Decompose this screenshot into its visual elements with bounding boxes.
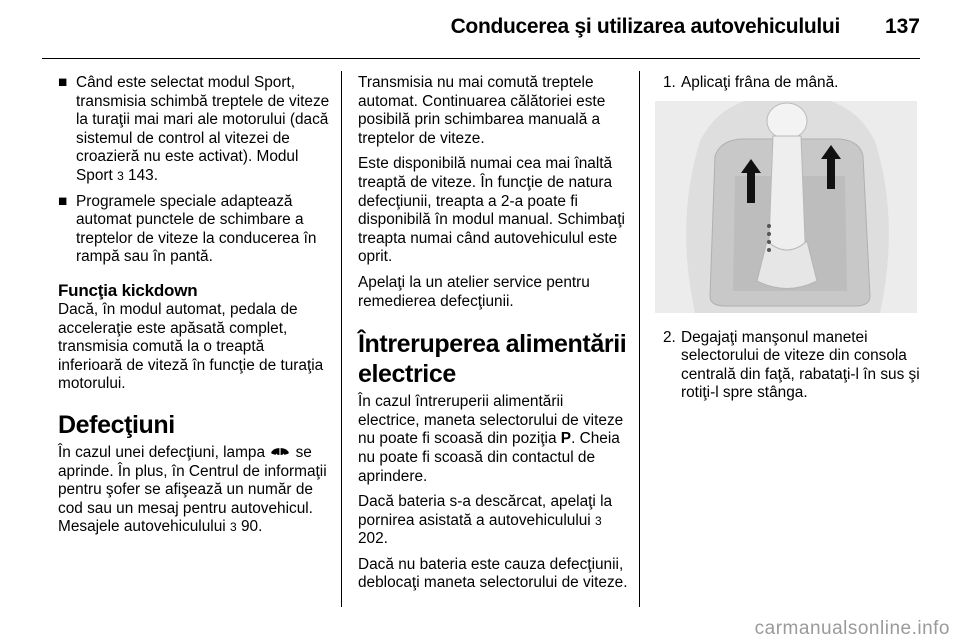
transmission-fault-lamp-icon [269, 445, 291, 459]
bullet-text: Programele speciale adaptează automat punctele de schimbare a treptelor de viteze la conducerea în rampă sau în pantă. [76, 192, 317, 266]
page-header-title: Conducerea şi utilizarea autovehiculului [450, 15, 840, 38]
paragraph: Dacă bateria s-a descărcat, apelaţi la pornirea asistată a autovehiculului 3 202. [358, 493, 613, 548]
page-number: 137 [884, 15, 920, 38]
bullet-mark: ■ [58, 192, 68, 210]
section-heading-faults: Defecţiuni [58, 410, 175, 439]
bullet-text: Când este selectat modul Sport, transmisia schimbă treptele de viteze la turaţii mai mari ale motorului (dacă sistemul de control al vitezei de croazieră nu este activat). Modul Sport [76, 74, 330, 184]
bullet-mark: ■ [58, 74, 68, 91]
page-reference: 202. [358, 530, 388, 548]
column-divider-2 [639, 71, 640, 607]
cross-reference-arrow-icon: 3 [595, 513, 602, 528]
step-text: Aplicaţi frâna de mână. [681, 74, 839, 91]
section-heading-power-interruption: Întreruperea alimentării electrice [358, 330, 627, 389]
page-reference: 143. [128, 166, 159, 184]
paragraph: Dacă nu bateria este cauza defecţiunii, deblocaţi maneta selectorului de viteze. [358, 555, 628, 592]
cross-reference-arrow-icon: 3 [229, 520, 237, 535]
numbered-step [663, 329, 927, 403]
paragraph: Apelaţi la un atelier service pentru remedierea defecţiunii. [358, 273, 590, 310]
header-rule [42, 58, 920, 59]
kickdown-paragraph: Dacă, în modul automat, pedala de acceleraţie este apăsată complet, transmisia comută la o treaptă inferioară de viteză în funcţie de turaţia motorului. [58, 300, 324, 393]
column-3 [663, 74, 927, 410]
column-2 [358, 74, 628, 600]
numbered-step [663, 74, 927, 93]
gear-position-p: P [560, 430, 572, 448]
column-divider-1 [341, 71, 342, 607]
step-number: 1. [663, 74, 676, 91]
column-1 [58, 74, 330, 544]
paragraph: Este disponibilă numai cea mai înaltă treaptă de viteze. În funcţie de natura defecţiunii, treapta a 2-a poate fi disponibilă în modul manual. Schimbaţi treapta numai când autovehiculul este oprit. [358, 155, 625, 266]
gear-selector-illustration [655, 101, 917, 313]
paragraph: În cazul întreruperii alimentării electrice, maneta selectorului de viteze nu poate fi scoasă din poziţia P. Cheia nu poate fi scoasă din contactul de aprindere. [358, 393, 624, 485]
bullet-item [58, 74, 330, 186]
watermark: carmanualsonline.info [754, 618, 950, 639]
page-reference: 90. [240, 518, 263, 536]
cross-reference-arrow-icon: 3 [117, 168, 124, 183]
paragraph: Transmisia nu mai comută treptele automat. Continuarea călătoriei este posibilă prin schimbarea manuală a treptelor de viteze. [358, 74, 606, 147]
step-number: 2. [663, 328, 676, 346]
faults-paragraph: În cazul unei defecţiuni, lampa se aprinde. În plus, în Centrul de informaţii pentru şofer se afişează un număr de cod sau un mesaj pentru autovehicul. Mesajele autovehiculului 3 90. [58, 443, 327, 536]
bullet-item [58, 193, 330, 267]
section-heading-kickdown: Funcţia kickdown [58, 280, 198, 300]
step-text: Degajaţi manşonul manetei selectorului de viteze din consola centrală din faţă, rabataţi-l în sus şi rotiţi-l spre stânga. [681, 328, 920, 402]
